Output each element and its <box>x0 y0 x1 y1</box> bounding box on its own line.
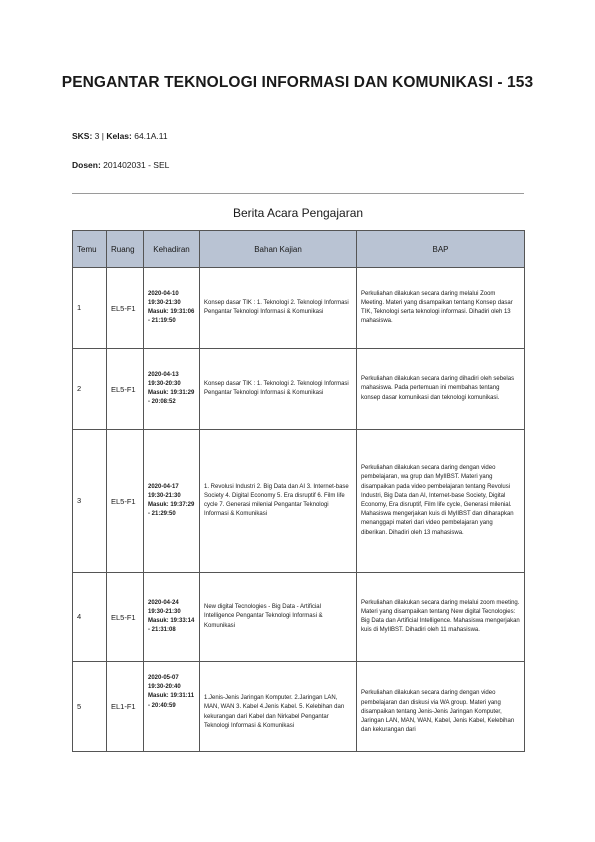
cell-ruang: EL5-F1 <box>107 349 144 430</box>
cell-ruang: EL5-F1 <box>107 430 144 573</box>
cell-bap: Perkuliahan dilakukan secara daring dengan video pembelajaran, wa grup dan MyIIBST. Materi yang disampaikan pada video pembelajaran tentang Revolusi Industri, Big Data dan AI, Internet-base Society, Digital Economy, Era disruptif, Film life cycle, Generasi milenial. Mahasiswa mengerjakan kuis di MyIIBST dan diharapkan menanggapi materi dari video pembelajaran yang diberikan. Dihadiri oleh 13 mahasiswa. <box>357 430 525 573</box>
cell-bahan-kajian: 1.Jenis-Jenis Jaringan Komputer. 2.Jaringan LAN, MAN, WAN 3. Kabel 4.Jenis Kabel. 5. Kelebihan dan kekurangan dari Kabel dan Nirkabel Pengantar Teknologi Informasi & Komunikasi <box>200 662 357 752</box>
column-header-bap: BAP <box>357 231 525 268</box>
cell-bap: Perkuliahan dilakukan secara daring dihadiri oleh sebelas mahasiswa. Pada pertemuan ini membahas tentang konsep dasar komunikasi dan teknologi komunikasi. <box>357 349 525 430</box>
cell-temu: 3 <box>73 430 107 573</box>
table-row <box>73 430 525 573</box>
cell-kehadiran: 2020-04-24 19:30-21:30 Masuk: 19:33:14 - 21:31:08 <box>144 573 200 662</box>
column-header-bahan-kajian: Bahan Kajian <box>200 231 357 268</box>
cell-bahan-kajian: New digital Tecnologies - Big Data - Artificial Intelligence Pengantar Teknologi Informasi & Komunikasi <box>200 573 357 662</box>
teaching-record-table <box>72 230 525 752</box>
kelas-value: 64.1A.11 <box>131 131 168 141</box>
cell-ruang: EL5-F1 <box>107 268 144 349</box>
cell-ruang: EL5-F1 <box>107 573 144 662</box>
table-row <box>73 662 525 752</box>
cell-kehadiran: 2020-04-13 19:30-20:30 Masuk: 19:31:29 - 20:08:52 <box>144 349 200 430</box>
cell-bap: Perkuliahan dilakukan secara daring melalui zoom meeting. Materi yang disampaikan tentang New digital Tecnologies: Big Data dan Artificial Intelligence. Mahasiswa mengerjakan kuis di MyIIBST. Dihadiri oleh 11 mahasiswa. <box>357 573 525 662</box>
column-header-kehadiran: Kehadiran <box>144 231 200 268</box>
cell-kehadiran: 2020-04-10 19:30-21:30 Masuk: 19:31:06 - 21:19:50 <box>144 268 200 349</box>
cell-bahan-kajian: Konsep dasar TIK : 1. Teknologi 2. Teknologi Informasi Pengantar Teknologi Informasi & Komunikasi <box>200 268 357 349</box>
table-row <box>73 349 525 430</box>
cell-bahan-kajian: 1. Revolusi Industri 2. Big Data dan AI 3. Internet-base Society 4. Digital Economy 5. Era disruptif 6. Film life cycle 7. Generasi milenial Pengantar Teknologi Informasi & Komunikasi <box>200 430 357 573</box>
course-meta <box>72 131 168 141</box>
table-header-row <box>73 231 525 268</box>
cell-temu: 2 <box>73 349 107 430</box>
course-title: PENGANTAR TEKNOLOGI INFORMASI DAN KOMUNIKASI - 153 <box>61 74 534 91</box>
sks-label: SKS: <box>72 131 93 141</box>
cell-kehadiran: 2020-05-07 19:30-20:40 Masuk: 19:31:11 - 20:40:59 <box>144 662 200 752</box>
cell-temu: 5 <box>73 662 107 752</box>
section-title: Berita Acara Pengajaran <box>232 206 364 220</box>
dosen-value: 201402031 - SEL <box>100 160 170 170</box>
cell-bap: Perkuliahan dilakukan secara daring dengan video pembelajaran dan diskusi via WA group. Materi yang disampaikan tentang Jenis-Jenis Jaringan Komputer, Jaringan LAN, MAN, WAN, Kabel, Jenis Kabel, Kelebihan dan kekurangan dari <box>357 662 525 752</box>
cell-ruang: EL1-F1 <box>107 662 144 752</box>
table-row <box>73 573 525 662</box>
column-header-temu: Temu <box>73 231 107 268</box>
cell-bahan-kajian: Konsep dasar TIK : 1. Teknologi 2. Teknologi Informasi Pengantar Teknologi Informasi & Komunikasi <box>200 349 357 430</box>
cell-temu: 4 <box>73 573 107 662</box>
column-header-ruang: Ruang <box>107 231 144 268</box>
cell-kehadiran: 2020-04-17 19:30-21:30 Masuk: 19:37:29 - 21:29:50 <box>144 430 200 573</box>
cell-bap: Perkuliahan dilakukan secara daring melalui Zoom Meeting. Materi yang disampaikan tentang Konsep dasar TIK, Teknologi serta teknologi informasi. Dihadiri oleh 13 mahasiswa. <box>357 268 525 349</box>
lecturer-meta <box>72 160 169 170</box>
sks-value: 3 | <box>92 131 107 141</box>
table-row <box>73 268 525 349</box>
cell-temu: 1 <box>73 268 107 349</box>
dosen-label: Dosen: <box>72 160 101 170</box>
kelas-label: Kelas: <box>106 131 132 141</box>
divider <box>72 193 524 194</box>
